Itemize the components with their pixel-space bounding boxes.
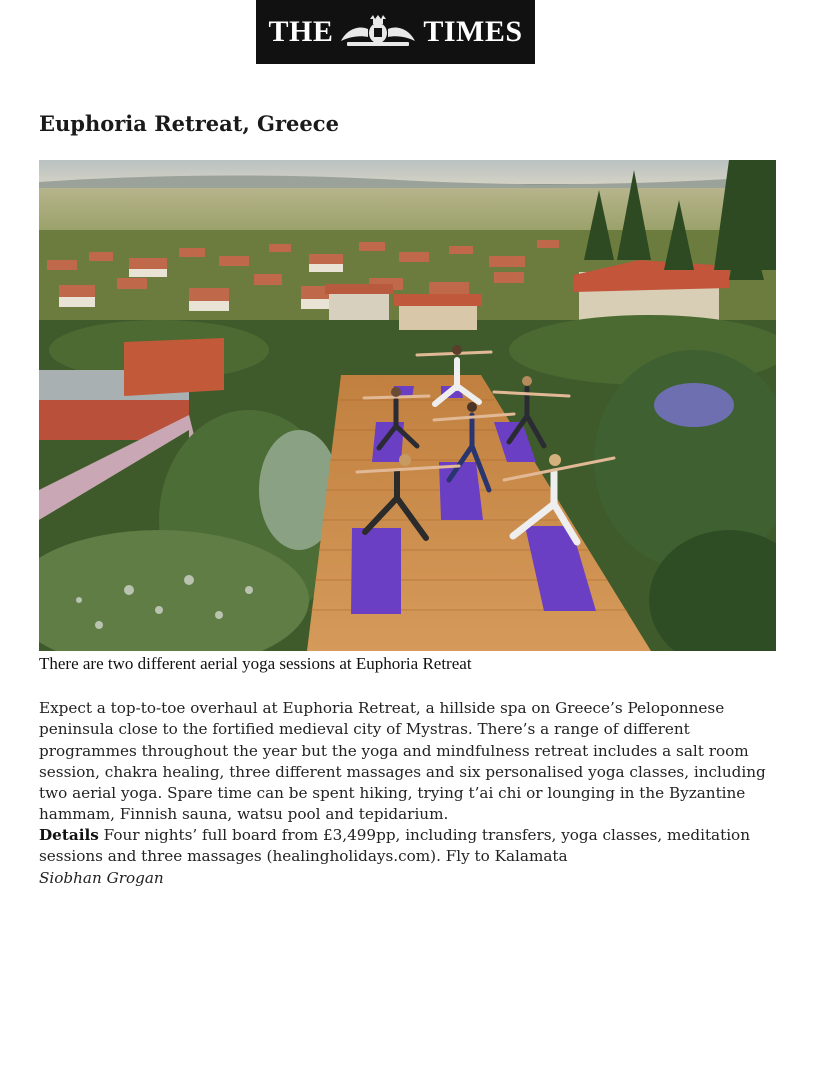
article-title: Euphoria Retreat, Greece <box>39 111 339 136</box>
royal-crest-icon <box>337 15 419 49</box>
yoga-deck-photo <box>39 160 776 651</box>
article-body: Expect a top-to-toe overhaul at Euphoria Retreat, a hillside spa on Greece’s Peloponnese peninsula close to the fortified medieval city of Mystras. There’s a range of different programmes throughout the year but the yoga and mindfulness retreat includes a salt room session, chakra healing, three different massages and six personalised yoga classes, including two aerial yoga. Spare time can be spent hiking, trying t’ai chi or lounging in the Byzantine hammam, Finnish sauna, watsu pool and tepidarium. <box>39 699 766 824</box>
details-paragraph <box>39 825 784 868</box>
details-label: Details <box>39 826 99 844</box>
photo-caption: There are two different aerial yoga sessions at Euphoria Retreat <box>39 654 472 673</box>
author-byline: Siobhan Grogan <box>39 869 164 887</box>
details-text: Four nights’ full board from £3,499pp, including transfers, yoga classes, meditation sessions and three massages (healingholidays.com). Fly to Kalamata <box>39 826 750 866</box>
masthead-word-times: TIMES <box>423 15 523 48</box>
times-masthead <box>256 0 535 64</box>
masthead-word-the: THE <box>268 15 334 48</box>
